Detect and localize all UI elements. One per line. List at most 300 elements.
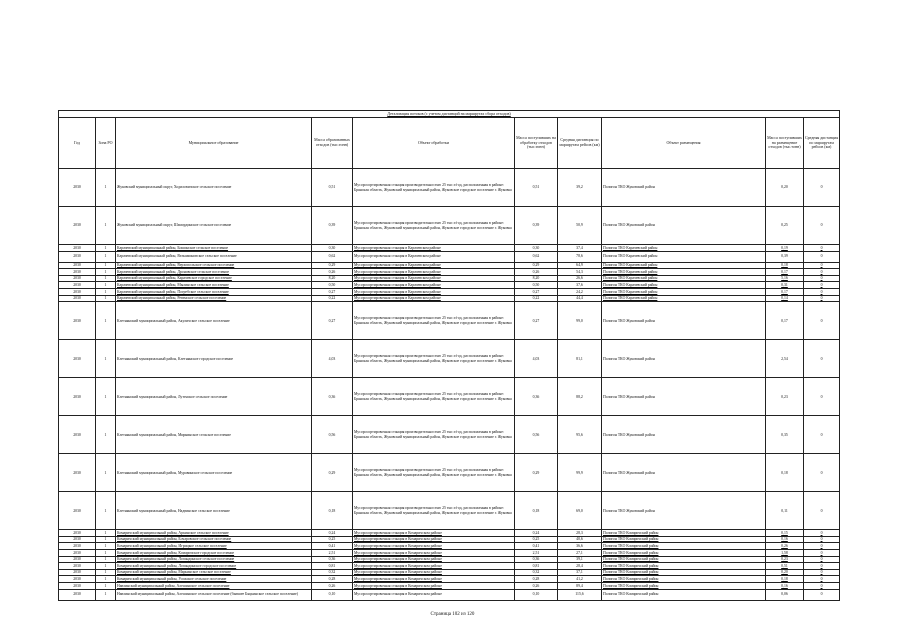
cell-avg-distance-processing: 99,0 [558,302,602,340]
cell-year: 2030 [59,269,96,276]
cell-placement-mass: 0,17 [766,269,804,276]
cell-municipality: Клетнянский муниципальный район, Мирнинское сельское поселение [116,416,312,454]
cell-zone: 1 [96,576,116,583]
cell-municipality: Карачевский муниципальный район, Погребское сельское поселение [116,288,312,295]
cell-processing-mass: 0,50 [515,282,558,289]
cell-municipality: Комаричский муниципальный район, Игрицкое сельское поселение [116,543,312,550]
cell-avg-distance-processing: 81,1 [558,340,602,378]
cell-placement-mass: 0,16 [766,536,804,543]
cell-processing-object: Мусоросортировочная станция в Карачевском районе [353,262,515,269]
cell-placement-mass: 0,14 [766,295,804,302]
table-row [59,543,840,550]
cell-placement-mass: 0,06 [766,589,804,600]
cell-municipality: Карачевский муниципальный район, Верхопольское сельское поселение [116,262,312,269]
cell-municipality: Жуковский муниципальный округ, Ходиловичское сельское поселение [116,169,312,207]
cell-municipality: Карачевский муниципальный район, Бошинское сельское поселение [116,245,312,252]
cell-zone: 1 [96,269,116,276]
cell-municipality: Комаричский муниципальный район, Комаричское городское поселение [116,549,312,556]
cell-zone: 1 [96,454,116,492]
col-header-avg-distance-processing: Средняя дистанция по маршрутам рейсов (км) [558,118,602,169]
cell-placement-object: Полигон ТКО Карачевский район [602,288,766,295]
cell-placement-object: Полигон ТКО Комаричский район [602,582,766,589]
cell-processing-mass: 0,26 [515,269,558,276]
cell-processing-object: Мусоросортировочная станция в Комаричском районе [353,549,515,556]
table-row [59,454,840,492]
cell-avg-distance-placement: 0 [804,269,840,276]
cell-placement-object: Полигон ТКО Комаричский район [602,563,766,570]
cell-waste-mass: 0,24 [312,530,353,537]
cell-processing-object: Мусоросортировочная станция производительностью 25 тыс.т/год, расположенная в районе: Брянская область, Жуковский муниципальный район, Жуковское городское поселение г. Жуковка [353,340,515,378]
cell-waste-mass: 0,41 [312,543,353,550]
table-body [59,169,840,601]
cell-processing-mass: 0,22 [515,295,558,302]
cell-zone: 1 [96,556,116,563]
table-row [59,302,840,340]
cell-waste-mass: 4,03 [312,340,353,378]
cell-processing-mass: 8,20 [515,275,558,282]
cell-zone: 1 [96,582,116,589]
cell-zone: 1 [96,282,116,289]
table-row [59,378,840,416]
cell-avg-distance-placement: 0 [804,549,840,556]
cell-processing-mass: 0,41 [515,543,558,550]
cell-placement-mass: 0,23 [766,556,804,563]
cell-waste-mass: 0,10 [312,589,353,600]
cell-zone: 1 [96,169,116,207]
cell-placement-object: Полигон ТКО Карачевский район [602,275,766,282]
cell-year: 2030 [59,340,96,378]
cell-avg-distance-placement: 0 [804,295,840,302]
table-row [59,269,840,276]
cell-waste-mass: 0,27 [312,288,353,295]
cell-municipality: Клетнянский муниципальный район, Муравинское сельское поселение [116,454,312,492]
cell-placement-mass: 0,17 [766,302,804,340]
cell-processing-mass: 0,51 [515,169,558,207]
cell-placement-object: Полигон ТКО Комаричский район [602,536,766,543]
col-header-zone: Зона РО [96,118,116,169]
cell-avg-distance-processing: 64,9 [558,262,602,269]
cell-processing-mass: 0,25 [515,536,558,543]
cell-zone: 1 [96,245,116,252]
cell-avg-distance-placement: 0 [804,576,840,583]
cell-placement-object: Полигон ТКО Комаричский район [602,569,766,576]
cell-placement-object: Полигон ТКО Комаричский район [602,556,766,563]
cell-waste-mass: 0,30 [312,245,353,252]
cell-zone: 1 [96,302,116,340]
cell-placement-mass: 0,17 [766,288,804,295]
cell-processing-object: Мусоросортировочная станция в Комаричском районе [353,582,515,589]
cell-placement-object: Полигон ТКО Карачевский район [602,282,766,289]
cell-year: 2030 [59,582,96,589]
table-row [59,589,840,600]
cell-placement-mass: 0,39 [766,251,804,262]
cell-processing-object: Мусоросортировочная станция в Комаричском районе [353,556,515,563]
cell-placement-object: Полигон ТКО Жуковский район [602,302,766,340]
cell-avg-distance-processing: 37,4 [558,245,602,252]
cell-placement-mass: 5,16 [766,275,804,282]
cell-processing-object: Мусоросортировочная станция производительностью 25 тыс.т/год, расположенная в районе: Брянская область, Жуковский муниципальный район, Жуковское городское поселение г. Жуковка [353,207,515,245]
cell-municipality: Клетнянский муниципальный район, Лутенское сельское поселение [116,378,312,416]
cell-municipality: Навлинский муниципальный район, Алешинское сельское поселение [116,582,312,589]
table-row [59,207,840,245]
table-row [59,169,840,207]
cell-placement-mass: 0,20 [766,169,804,207]
cell-processing-mass: 0,24 [515,530,558,537]
cell-zone: 1 [96,530,116,537]
cell-avg-distance-processing: 78,6 [558,251,602,262]
table-row [59,569,840,576]
cell-waste-mass: 0,36 [312,556,353,563]
cell-placement-object: Полигон ТКО Жуковский район [602,340,766,378]
cell-municipality: Карачевский муниципальный район, Карачевское городское поселение [116,275,312,282]
table-row [59,556,840,563]
cell-municipality: Карачевский муниципальный район, Мылинское сельское поселение [116,282,312,289]
table-row [59,275,840,282]
cell-year: 2030 [59,245,96,252]
cell-processing-mass: 0,62 [515,251,558,262]
cell-placement-object: Полигон ТКО Жуковский район [602,169,766,207]
table-row [59,492,840,530]
cell-processing-mass: 0,27 [515,288,558,295]
table-row [59,245,840,252]
cell-processing-object: Мусоросортировочная станция в Карачевском районе [353,282,515,289]
cell-waste-mass: 0,26 [312,582,353,589]
cell-processing-mass: 0,56 [515,416,558,454]
cell-waste-mass: 0,27 [312,302,353,340]
cell-municipality: Комаричский муниципальный район, Лопандинское городское поселение [116,563,312,570]
cell-waste-mass: 8,20 [312,275,353,282]
cell-placement-object: Полигон ТКО Карачевский район [602,295,766,302]
table-row [59,530,840,537]
cell-placement-object: Полигон ТКО Карачевский район [602,245,766,252]
cell-year: 2030 [59,416,96,454]
cell-municipality: Клетнянский муниципальный район, Акуличское сельское поселение [116,302,312,340]
cell-year: 2030 [59,169,96,207]
cell-year: 2030 [59,492,96,530]
table-row [59,416,840,454]
cell-avg-distance-placement: 0 [804,275,840,282]
page-footer: Страница 102 из 120 [430,612,475,617]
cell-placement-object: Полигон ТКО Комаричский район [602,576,766,583]
cell-processing-object: Мусоросортировочная станция в Карачевском районе [353,288,515,295]
cell-avg-distance-processing: 89,4 [558,582,602,589]
cell-year: 2030 [59,282,96,289]
cell-waste-mass: 0,51 [312,169,353,207]
cell-waste-mass: 0,22 [312,295,353,302]
cell-avg-distance-placement: 0 [804,169,840,207]
col-header-avg-distance-placement: Средняя дистанция по маршрутам рейсов (км) [804,118,840,169]
cell-avg-distance-processing: 99,9 [558,454,602,492]
col-header-processing-object: Объект обработки [353,118,515,169]
cell-year: 2030 [59,576,96,583]
cell-year: 2030 [59,549,96,556]
cell-waste-mass: 0,36 [312,378,353,416]
cell-placement-object: Полигон ТКО Карачевский район [602,269,766,276]
cell-avg-distance-processing: 27,1 [558,549,602,556]
cell-avg-distance-processing: 95,6 [558,416,602,454]
cell-year: 2030 [59,556,96,563]
cell-processing-mass: 0,18 [515,492,558,530]
cell-processing-mass: 0,81 [515,563,558,570]
cell-waste-mass: 0,32 [312,569,353,576]
cell-year: 2030 [59,536,96,543]
cell-year: 2030 [59,275,96,282]
cell-year: 2030 [59,569,96,576]
cell-placement-object: Полигон ТКО Комаричский район [602,530,766,537]
table-row [59,251,840,262]
cell-processing-mass: 0,29 [515,262,558,269]
cell-zone: 1 [96,251,116,262]
cell-zone: 1 [96,207,116,245]
cell-processing-object: Мусоросортировочная станция производительностью 25 тыс.т/год, расположенная в районе: Брянская область, Жуковский муниципальный район, Жуковское городское поселение г. Жуковка [353,169,515,207]
cell-avg-distance-placement: 0 [804,569,840,576]
cell-avg-distance-placement: 0 [804,543,840,550]
cell-avg-distance-placement: 0 [804,251,840,262]
cell-zone: 1 [96,378,116,416]
cell-waste-mass: 0,39 [312,207,353,245]
table-banner-row [59,111,840,118]
cell-avg-distance-placement: 0 [804,536,840,543]
cell-zone: 1 [96,340,116,378]
cell-municipality: Комаричский муниципальный район, Марьинское сельское поселение [116,569,312,576]
cell-placement-mass: 0,31 [766,282,804,289]
cell-avg-distance-placement: 0 [804,454,840,492]
cell-waste-mass: 0,26 [312,269,353,276]
cell-avg-distance-processing: 54,3 [558,269,602,276]
cell-processing-object: Мусоросортировочная станция производительностью 25 тыс.т/год, расположенная в районе: Брянская область, Жуковский муниципальный район, Жуковское городское поселение г. Жуковка [353,378,515,416]
cell-avg-distance-processing: 115,6 [558,589,602,600]
cell-avg-distance-processing: 69,0 [558,492,602,530]
cell-avg-distance-processing: 28,3 [558,530,602,537]
cell-waste-mass: 0,62 [312,251,353,262]
cell-placement-object: Полигон ТКО Комаричский район [602,549,766,556]
cell-processing-object: Мусоросортировочная станция в Карачевском районе [353,245,515,252]
cell-processing-object: Мусоросортировочная станция производительностью 25 тыс.т/год, расположенная в районе: Брянская область, Жуковский муниципальный район, Жуковское городское поселение г. Жуковка [353,302,515,340]
cell-placement-object: Полигон ТКО Жуковский район [602,492,766,530]
cell-placement-mass: 0,26 [766,543,804,550]
cell-processing-object: Мусоросортировочная станция в Комаричском районе [353,576,515,583]
cell-processing-mass: 0,26 [515,582,558,589]
cell-processing-mass: 0,39 [515,207,558,245]
cell-waste-mass: 0,56 [312,416,353,454]
cell-processing-mass: 4,03 [515,340,558,378]
col-header-placement-object: Объект размещения [602,118,766,169]
cell-placement-mass: 0,25 [766,207,804,245]
cell-placement-object: Полигон ТКО Жуковский район [602,207,766,245]
cell-avg-distance-placement: 0 [804,556,840,563]
cell-processing-object: Мусоросортировочная станция в Карачевском районе [353,275,515,282]
cell-avg-distance-placement: 0 [804,302,840,340]
cell-avg-distance-placement: 0 [804,492,840,530]
cell-placement-object: Полигон ТКО Карачевский район [602,251,766,262]
table-row [59,262,840,269]
cell-avg-distance-processing: 41,2 [558,576,602,583]
cell-placement-mass: 0,16 [766,582,804,589]
cell-zone: 1 [96,569,116,576]
col-header-year: Год [59,118,96,169]
cell-placement-object: Полигон ТКО Жуковский район [602,416,766,454]
cell-processing-object: Мусоросортировочная станция производительностью 25 тыс.т/год, расположенная в районе: Брянская область, Жуковский муниципальный район, Жуковское городское поселение г. Жуковка [353,492,515,530]
cell-waste-mass: 0,28 [312,576,353,583]
table-row [59,295,840,302]
cell-avg-distance-placement: 0 [804,245,840,252]
cell-zone: 1 [96,416,116,454]
cell-processing-object: Мусоросортировочная станция производительностью 25 тыс.т/год, расположенная в районе: Брянская область, Жуковский муниципальный район, Жуковское городское поселение г. Жуковка [353,454,515,492]
cell-zone: 1 [96,492,116,530]
table-row [59,288,840,295]
cell-municipality: Карачевский муниципальный район, Вельяминовское сельское поселение [116,251,312,262]
cell-avg-distance-placement: 0 [804,207,840,245]
cell-year: 2030 [59,563,96,570]
cell-avg-distance-placement: 0 [804,416,840,454]
table-row [59,340,840,378]
cell-waste-mass: 0,50 [312,282,353,289]
cell-avg-distance-processing: 39,1 [558,556,602,563]
cell-municipality: Клетнянский муниципальный район, Надвинское сельское поселение [116,492,312,530]
cell-avg-distance-processing: 50,9 [558,207,602,245]
cell-avg-distance-processing: 88,2 [558,378,602,416]
cell-processing-mass: 0,32 [515,569,558,576]
cell-placement-mass: 0,18 [766,454,804,492]
cell-year: 2030 [59,530,96,537]
cell-avg-distance-placement: 0 [804,288,840,295]
cell-processing-mass: 0,27 [515,302,558,340]
cell-year: 2030 [59,207,96,245]
cell-zone: 1 [96,262,116,269]
cell-placement-mass: 0,18 [766,262,804,269]
cell-municipality: Карачевский муниципальный район, Дроновское сельское поселение [116,269,312,276]
cell-processing-object: Мусоросортировочная станция в Комаричском районе [353,589,515,600]
cell-processing-object: Мусоросортировочная станция производительностью 25 тыс.т/год, расположенная в районе: Брянская область, Жуковский муниципальный район, Жуковское городское поселение г. Жуковка [353,416,515,454]
cell-processing-mass: 0,36 [515,378,558,416]
cell-avg-distance-placement: 0 [804,582,840,589]
table-row [59,536,840,543]
cell-waste-mass: 0,25 [312,536,353,543]
cell-zone: 1 [96,543,116,550]
cell-placement-mass: 0,19 [766,245,804,252]
cell-placement-mass: 2,54 [766,340,804,378]
cell-zone: 1 [96,563,116,570]
cell-processing-object: Мусоросортировочная станция в Комаричском районе [353,543,515,550]
cell-processing-object: Мусоросортировочная станция в Карачевском районе [353,269,515,276]
cell-placement-object: Полигон ТКО Жуковский район [602,454,766,492]
table-row [59,282,840,289]
cell-year: 2030 [59,288,96,295]
cell-processing-object: Мусоросортировочная станция в Карачевском районе [353,251,515,262]
cell-zone: 1 [96,288,116,295]
cell-avg-distance-placement: 0 [804,530,840,537]
cell-zone: 1 [96,549,116,556]
cell-year: 2030 [59,251,96,262]
table-header-row [59,118,840,169]
cell-processing-mass: 0,10 [515,589,558,600]
cell-processing-object: Мусоросортировочная станция в Комаричском районе [353,530,515,537]
cell-processing-object: Мусоросортировочная станция в Комаричском районе [353,563,515,570]
cell-zone: 1 [96,589,116,600]
cell-avg-distance-placement: 0 [804,589,840,600]
cell-municipality: Карачевский муниципальный район, Ревенское сельское поселение [116,295,312,302]
col-header-municipality: Муниципальное образование [116,118,312,169]
cell-municipality: Жуковский муниципальный округ, Шамординское сельское поселение [116,207,312,245]
cell-processing-mass: 2,51 [515,549,558,556]
cell-avg-distance-placement: 0 [804,378,840,416]
cell-processing-mass: 0,30 [515,245,558,252]
cell-placement-mass: 0,23 [766,378,804,416]
cell-municipality: Комаричский муниципальный район, Усожское сельское поселение [116,576,312,583]
cell-waste-mass: 0,81 [312,563,353,570]
cell-year: 2030 [59,589,96,600]
cell-placement-object: Полигон ТКО Карачевский район [602,262,766,269]
col-header-processing-mass: Масса поступивших на обработку отходов (тыс.тонн) [515,118,558,169]
table-row [59,563,840,570]
cell-avg-distance-processing: 37,1 [558,569,602,576]
cell-processing-mass: 0,28 [515,576,558,583]
cell-avg-distance-processing: 39,2 [558,169,602,207]
table-row [59,582,840,589]
cell-placement-mass: 0,18 [766,576,804,583]
cell-placement-mass: 0,20 [766,569,804,576]
cell-avg-distance-processing: 26,6 [558,275,602,282]
cell-waste-mass: 2,51 [312,549,353,556]
cell-avg-distance-placement: 0 [804,563,840,570]
flows-table [58,110,840,601]
cell-avg-distance-placement: 0 [804,340,840,378]
table-row [59,576,840,583]
cell-waste-mass: 0,29 [312,262,353,269]
cell-avg-distance-placement: 0 [804,282,840,289]
cell-municipality: Комаричский муниципальный район, Лопандинское сельское поселение [116,556,312,563]
cell-placement-object: Полигон ТКО Комаричский район [602,543,766,550]
cell-placement-object: Полигон ТКО Комаричский район [602,589,766,600]
cell-municipality: Клетнянский муниципальный район, Клетнянское городское поселение [116,340,312,378]
cell-municipality: Комаричский муниципальный район, Аркинское сельское поселение [116,530,312,537]
cell-placement-mass: 0,11 [766,492,804,530]
cell-year: 2030 [59,454,96,492]
cell-zone: 1 [96,536,116,543]
cell-year: 2030 [59,378,96,416]
cell-waste-mass: 0,18 [312,492,353,530]
cell-placement-mass: 0,15 [766,530,804,537]
table-banner: Детализация потоков (с учетом дистанций на маршрутах сбора отходов) [59,111,840,118]
cell-placement-mass: 0,51 [766,563,804,570]
cell-processing-mass: 0,36 [515,556,558,563]
cell-zone: 1 [96,295,116,302]
cell-processing-mass: 0,29 [515,454,558,492]
cell-municipality: Навлинский муниципальный район, Алешинское сельское поселение (бывшее Бяцкинское сельское поселение) [116,589,312,600]
cell-processing-object: Мусоросортировочная станция в Комаричском районе [353,536,515,543]
cell-avg-distance-processing: 24,2 [558,288,602,295]
cell-avg-distance-processing: 36,6 [558,543,602,550]
cell-municipality: Комаричский муниципальный район, Бочаровское сельское поселение [116,536,312,543]
cell-placement-object: Полигон ТКО Жуковский район [602,378,766,416]
cell-avg-distance-processing: 37,6 [558,282,602,289]
table-row [59,549,840,556]
cell-waste-mass: 0,29 [312,454,353,492]
cell-placement-mass: 0,35 [766,416,804,454]
cell-zone: 1 [96,275,116,282]
cell-avg-distance-processing: 28,4 [558,563,602,570]
cell-avg-distance-placement: 0 [804,262,840,269]
cell-year: 2030 [59,295,96,302]
col-header-waste-mass: Масса образованных отходов (тыс.тонн) [312,118,353,169]
cell-placement-mass: 1,58 [766,549,804,556]
cell-avg-distance-processing: 44,4 [558,295,602,302]
cell-year: 2030 [59,262,96,269]
cell-year: 2030 [59,302,96,340]
col-header-placement-mass: Масса поступивших на размещение отходов (тыс.тонн) [766,118,804,169]
cell-processing-object: Мусоросортировочная станция в Карачевском районе [353,295,515,302]
cell-year: 2030 [59,543,96,550]
